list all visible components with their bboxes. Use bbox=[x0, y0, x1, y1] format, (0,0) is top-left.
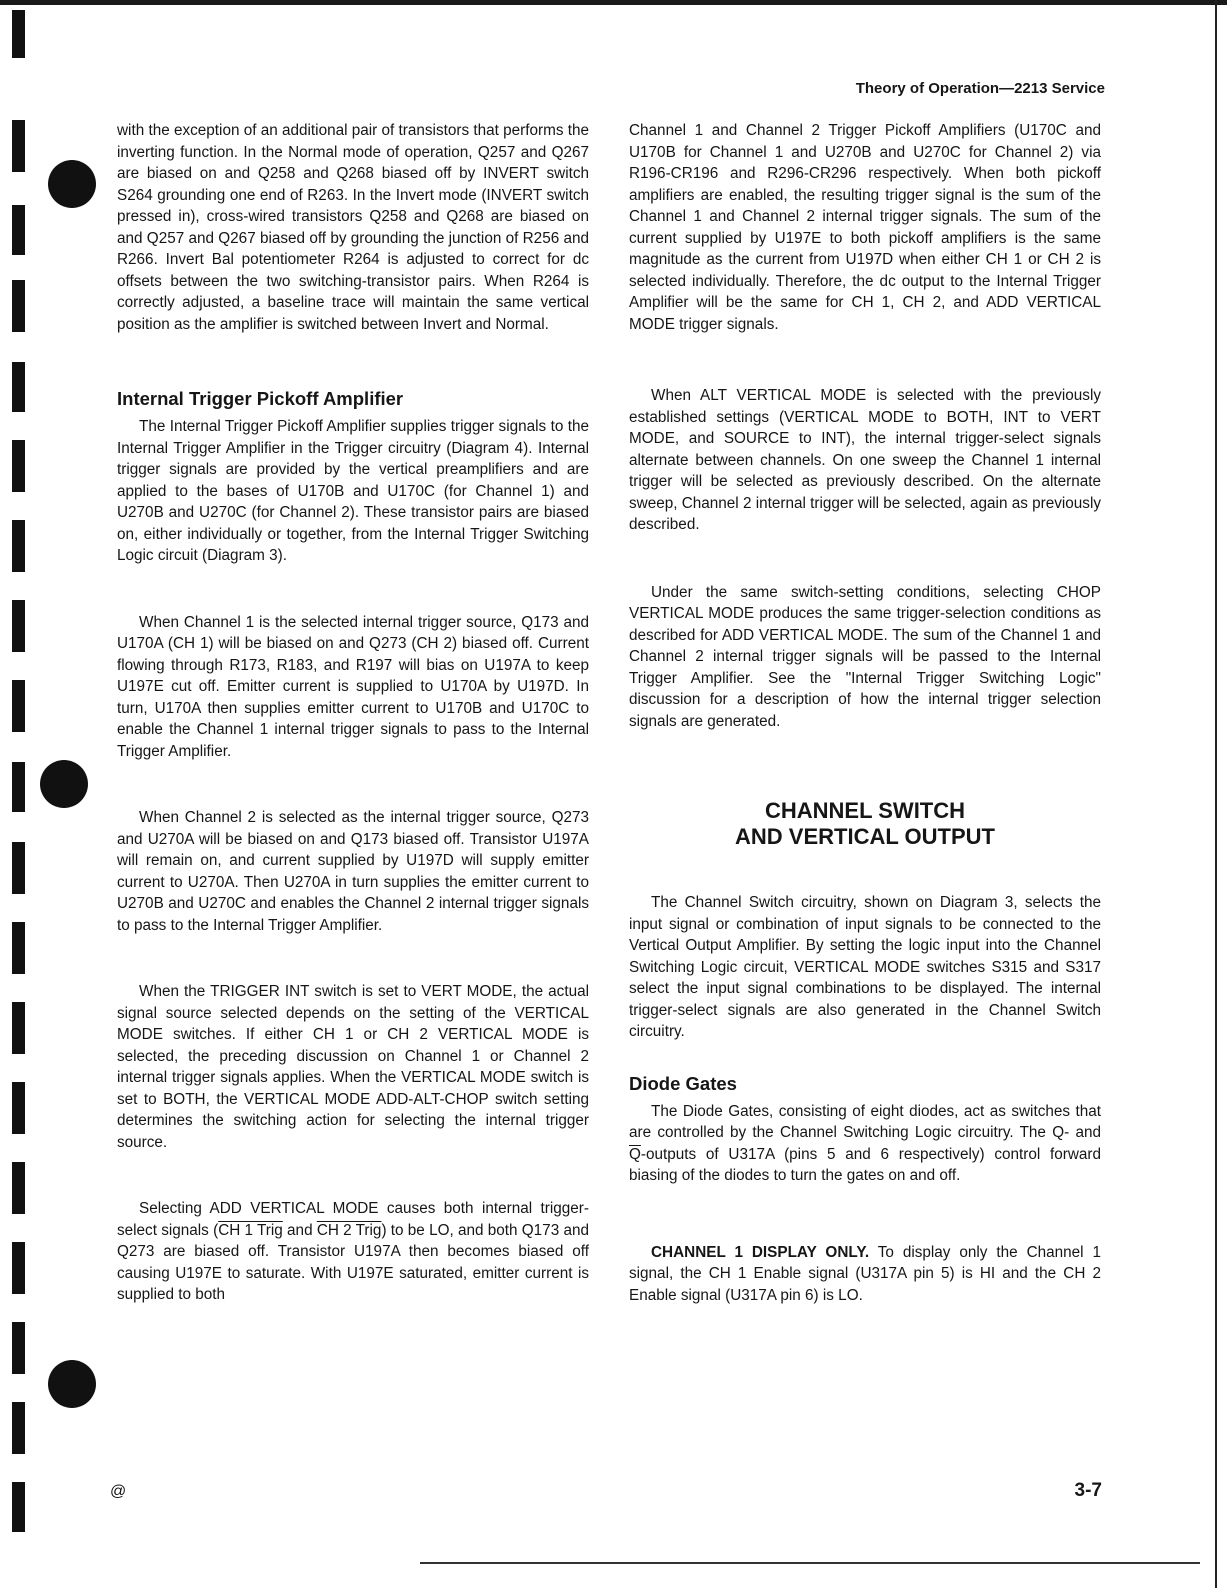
binder-bar bbox=[12, 922, 25, 974]
section-title-line: AND VERTICAL OUTPUT bbox=[735, 824, 995, 849]
footer-mark: @ bbox=[110, 1483, 127, 1500]
run-in-heading: CHANNEL 1 DISPLAY ONLY. bbox=[651, 1243, 870, 1261]
binder-bar bbox=[12, 205, 25, 255]
text-run: To display only the Channel 1 signal, the CH 1 Enable signal (U317A pin 5) is HI and the CH 2 Enable signal (U317A pin 6) is LO. bbox=[629, 1243, 1101, 1304]
overlined-signal: CH 1 Trig bbox=[218, 1221, 283, 1239]
paragraph: with the exception of an additional pair of transistors that performs the inverting function. In the Normal mode of operation, Q257 and Q267 are biased on and Q258 and Q268 biased off by INVERT switch S264 grounding one end of R263. In the Invert mode (INVERT switch pressed in), cross-wired transistors Q258 and Q268 are biased on and Q257 and Q267 biased off by grounding the junction of R256 and R266. Invert Bal potentiometer R264 is adjusted to correct for dc offsets between the two switching-transistor pairs. When R264 is correctly adjusted, a baseline trace will maintain the same vertical position as the amplifier is switched between Invert and Normal. bbox=[117, 122, 589, 333]
paragraph bbox=[629, 1242, 1101, 1307]
binder-bar bbox=[12, 280, 25, 332]
text-run: The Diode Gates, consisting of eight diodes, act as switches that are controlled by the Channel Switching Logic circuitry. The Q- and bbox=[629, 1102, 1101, 1141]
paragraph: Under the same switch-setting conditions, selecting CHOP VERTICAL MODE produces the same trigger-selection conditions as described for ADD VERTICAL MODE. The sum of the Channel 1 and Channel 2 internal trigger signals will be passed to the Internal Trigger Amplifier. See the "Internal Trigger Switching Logic" discussion for a description of how the internal trigger selection signals are generated. bbox=[629, 583, 1101, 730]
section-heading: Diode Gates bbox=[629, 1072, 737, 1094]
right-column bbox=[629, 120, 1101, 1306]
top-rule bbox=[0, 0, 1227, 5]
binder-bar bbox=[12, 1082, 25, 1134]
binder-bar bbox=[12, 600, 25, 652]
overlined-signal: CH 2 Trig bbox=[316, 1221, 382, 1239]
paragraph: Channel 1 and Channel 2 Trigger Pickoff Amplifiers (U170C and U170B for Channel 1 and U270B and U270C for Channel 2) via R196-CR196 and R296-CR296 respectively. When both pickoff amplifiers are enabled, the resulting trigger signal is the sum of the Channel 1 and Channel 2 internal trigger signals. The sum of the current supplied by U197E to both pickoff amplifiers is the same magnitude as the current from U197D when either CH 1 or CH 2 is selected individually. Therefore, the dc output to the Internal Trigger Amplifier will be the same for CH 1, CH 2, and ADD VERTICAL MODE trigger signals. bbox=[629, 122, 1101, 333]
paragraph: When Channel 1 is the selected internal trigger source, Q173 and U170A (CH 1) will be biased on and Q273 (CH 2) biased off. Current flowing through R173, R183, and R197 will bias on U197A to keep U197E cut off. Emitter current is supplied to U170A by U197D. In turn, U170A then supplies emitter current to U170B and U170C to enable the Channel 1 internal trigger signals to pass to the Internal Trigger Amplifier. bbox=[117, 613, 589, 760]
binder-bar bbox=[12, 680, 25, 732]
paragraph: When ALT VERTICAL MODE is selected with the previously established settings (VERTICAL MODE to BOTH, INT to VERT MODE, and SOURCE to INT), the internal trigger-select signals alternate between channels. On one sweep the Channel 1 internal trigger will be selected as previously described. On the alternate sweep, Channel 2 internal trigger will be selected, again as previously described. bbox=[629, 387, 1101, 533]
binder-bar bbox=[12, 10, 25, 58]
punch-hole bbox=[48, 1360, 96, 1408]
left-column bbox=[117, 120, 589, 1306]
binder-bar bbox=[12, 120, 25, 172]
text-run: -outputs of U317A (pins 5 and 6 respectively) control forward biasing of the diodes to turn the gates on and off. bbox=[629, 1145, 1101, 1184]
binder-bar bbox=[12, 1242, 25, 1294]
binder-bar bbox=[12, 1402, 25, 1454]
binder-bar bbox=[12, 1322, 25, 1374]
section-heading: Internal Trigger Pickoff Amplifier bbox=[117, 388, 404, 409]
section-title-line: CHANNEL SWITCH bbox=[764, 798, 966, 823]
binder-bar bbox=[12, 1162, 25, 1214]
right-edge bbox=[1215, 0, 1217, 1588]
paragraph: The Internal Trigger Pickoff Amplifier supplies trigger signals to the Internal Trigger Amplifier in the Trigger circuitry (Diagram 4). Internal trigger signals are provided by the vertical preamplifiers and are applied to the bases of U170B and U170C (for Channel 1) and U270B and U270C (for Channel 2). These transistor pairs are biased on, either individually or together, from the Internal Trigger Switching Logic circuit (Diagram 3). bbox=[117, 418, 589, 564]
text-run: and bbox=[282, 1221, 317, 1239]
paragraph bbox=[117, 1198, 589, 1306]
binder-bar bbox=[12, 1002, 25, 1054]
binder-bar bbox=[12, 362, 25, 412]
overlined-signal: $\overline{Q}$ bbox=[629, 1145, 641, 1163]
binder-bar bbox=[12, 762, 25, 812]
page-number: 3-7 bbox=[1074, 1480, 1102, 1501]
punch-hole bbox=[48, 160, 96, 208]
running-head: Theory of Operation—2213 Service bbox=[855, 80, 1105, 97]
paragraph: The Channel Switch circuitry, shown on Diagram 3, selects the input signal or combination of input signals to be connected to the Vertical Output Amplifier. By setting the logic input into the Channel Switching Logic circuit, VERTICAL MODE switches S315 and S317 select the input signal combinations to be displayed. The internal trigger-select signals are also generated in the Channel Switch circuitry. bbox=[629, 894, 1101, 1040]
paragraph: When Channel 2 is selected as the internal trigger source, Q273 and U270A will be biased on and Q173 biased off. Transistor U197A will remain on, and current supplied by U197D will supply emitter current to U270A. Then U270A in turn supplies the emitter current to U270B and U270C and enables the Channel 2 internal trigger signals to pass to the Internal Trigger Amplifier. bbox=[117, 809, 589, 934]
binder-bar bbox=[12, 440, 25, 492]
bottom-rule bbox=[420, 1562, 1200, 1564]
paragraph bbox=[629, 1101, 1101, 1187]
text-run: Selecting ADD VERTICAL MODE causes both internal trigger-select signals ( bbox=[117, 1200, 589, 1239]
text-run: ) to be LO, and both Q173 and Q273 are biased off. Transistor U197A then becomes biased off causing U197E to saturate. With U197E saturated, emitter current is supplied to both bbox=[117, 1221, 589, 1303]
punch-hole bbox=[40, 760, 88, 808]
binder-bar bbox=[12, 520, 25, 572]
section-title bbox=[629, 798, 1101, 850]
binder-bar bbox=[12, 842, 25, 894]
binder-bar bbox=[12, 1482, 25, 1532]
paragraph: When the TRIGGER INT switch is set to VERT MODE, the actual signal source selected depends on the setting of the VERTICAL MODE switches. If either CH 1 or CH 2 VERTICAL MODE is selected, the preceding discussion on Channel 1 or Channel 2 internal trigger signals applies. When the VERTICAL MODE switch is set to BOTH, the VERTICAL MODE ADD-ALT-CHOP switch setting determines the switching action for selecting the internal trigger source. bbox=[117, 983, 589, 1151]
